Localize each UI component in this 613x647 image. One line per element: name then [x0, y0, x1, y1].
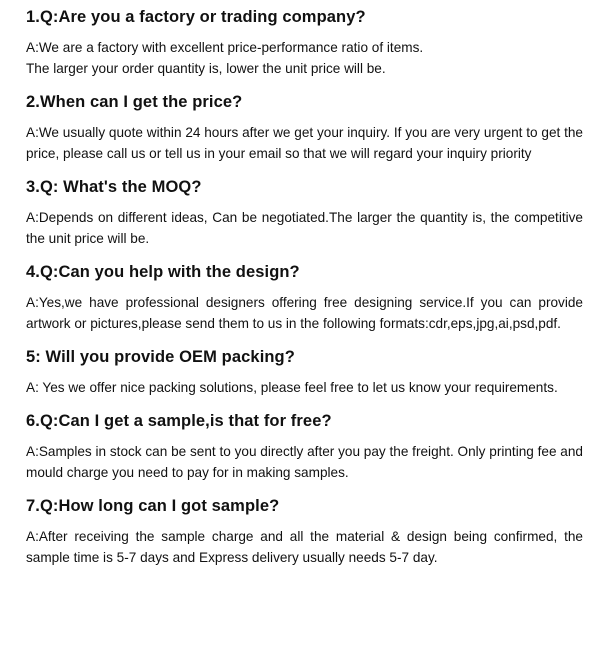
faq-question-5: 5: Will you provide OEM packing? — [26, 348, 295, 366]
faq-question-7: 7.Q:How long can I got sample? — [26, 497, 280, 515]
faq-answer-3: A:Depends on different ideas, Can be negotiated.The larger the quantity is, the competitive the unit price will be. — [26, 210, 583, 246]
faq-question-2: 2.When can I get the price? — [26, 93, 243, 111]
faq-answer-4: A:Yes,we have professional designers offering free designing service.If you can provide artwork or pictures,please send them to us in the following formats:cdr,eps,jpg,ai,psd,pdf. — [26, 295, 583, 331]
faq-answer-5: A: Yes we offer nice packing solutions, please feel free to let us know your requirements. — [26, 380, 558, 395]
faq-item-6 — [26, 410, 583, 483]
faq-answer-1: A:We are a factory with excellent price-performance ratio of items. The larger your order quantity is, lower the unit price will be. — [26, 40, 424, 76]
faq-item-4 — [26, 261, 583, 334]
faq-item-3 — [26, 176, 583, 249]
faq-item-7 — [26, 495, 583, 568]
faq-question-3: 3.Q: What's the MOQ? — [26, 178, 202, 196]
faq-question-1: 1.Q:Are you a factory or trading company? — [26, 8, 366, 26]
faq-item-1 — [26, 6, 583, 79]
faq-question-6: 6.Q:Can I get a sample,is that for free? — [26, 412, 332, 430]
faq-answer-6: A:Samples in stock can be sent to you directly after you pay the freight. Only printing fee and mould charge you need to pay for in making samples. — [26, 444, 583, 480]
faq-answer-7: A:After receiving the sample charge and all the material & design being confirmed, the sample time is 5-7 days and Express delivery usually needs 5-7 day. — [26, 529, 583, 565]
faq-item-2 — [26, 91, 583, 164]
faq-item-5 — [26, 346, 583, 398]
faq-answer-2: A:We usually quote within 24 hours after we get your inquiry. If you are very urgent to get the price, please call us or tell us in your email so that we will regard your inquiry priority — [26, 125, 583, 161]
faq-question-4: 4.Q:Can you help with the design? — [26, 263, 300, 281]
